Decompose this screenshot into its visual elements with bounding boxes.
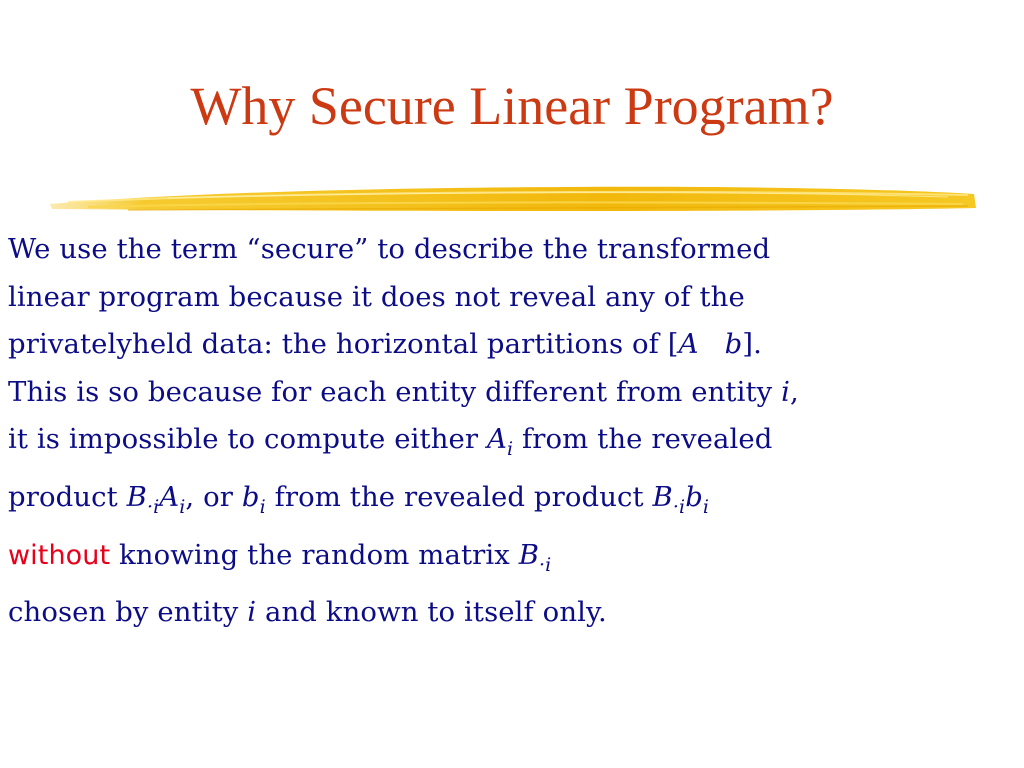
body-text: knowing the random matrix [110,538,519,571]
body-text: product [8,480,127,513]
math-A: A [678,328,699,361]
body-line-3 [8,321,1008,369]
math-subscript-dot-i: ·i [539,553,552,576]
math-A: A [486,423,507,456]
title-underline-brushstroke [48,180,978,222]
body-text: privatelyheld data: the horizontal partitions of [ [8,328,679,361]
math-subscript-i: i [179,495,186,518]
math-subscript-dot-i: ·i [672,495,686,518]
body-line-8 [8,589,1008,637]
body-text: from the revealed product [265,480,653,513]
body-line-6 [8,474,1008,532]
body-text: ]. [742,328,762,361]
body-line-7 [8,532,1008,590]
body-text: it is impossible to compute either [8,423,487,456]
body-line-5 [8,416,1008,474]
slide-body [8,226,1008,637]
slide-title: Why Secure Linear Program? [190,76,834,136]
math-B: B [518,538,540,571]
math-b: b [685,480,703,513]
math-subscript-i: i [259,495,266,518]
body-text: and known to itself only. [256,596,607,629]
body-text: , or [185,480,242,513]
body-text: , [790,375,799,408]
emphasis-word: without [8,539,111,571]
math-b: b [241,480,260,513]
body-text: chosen by entity [8,596,248,629]
body-text: from the revealed [513,423,773,456]
math-i: i [247,596,257,629]
math-B: B [126,480,147,513]
math-subscript-dot-i: ·i [146,495,160,518]
body-line-2 [8,274,1008,322]
body-text: This is so because for each entity different from entity [8,375,782,408]
math-subscript-i: i [506,438,514,461]
math-subscript-i: i [702,495,710,518]
body-text: We use the term “secure” to describe the transformed [8,233,771,265]
math-b: b [724,328,743,361]
body-text: linear program because it does not reveal any of the [8,280,745,313]
math-i: i [781,375,791,408]
math-B: B [652,480,673,513]
body-line-4 [8,369,1008,417]
body-line-1 [8,226,1008,274]
math-A: A [159,480,180,513]
